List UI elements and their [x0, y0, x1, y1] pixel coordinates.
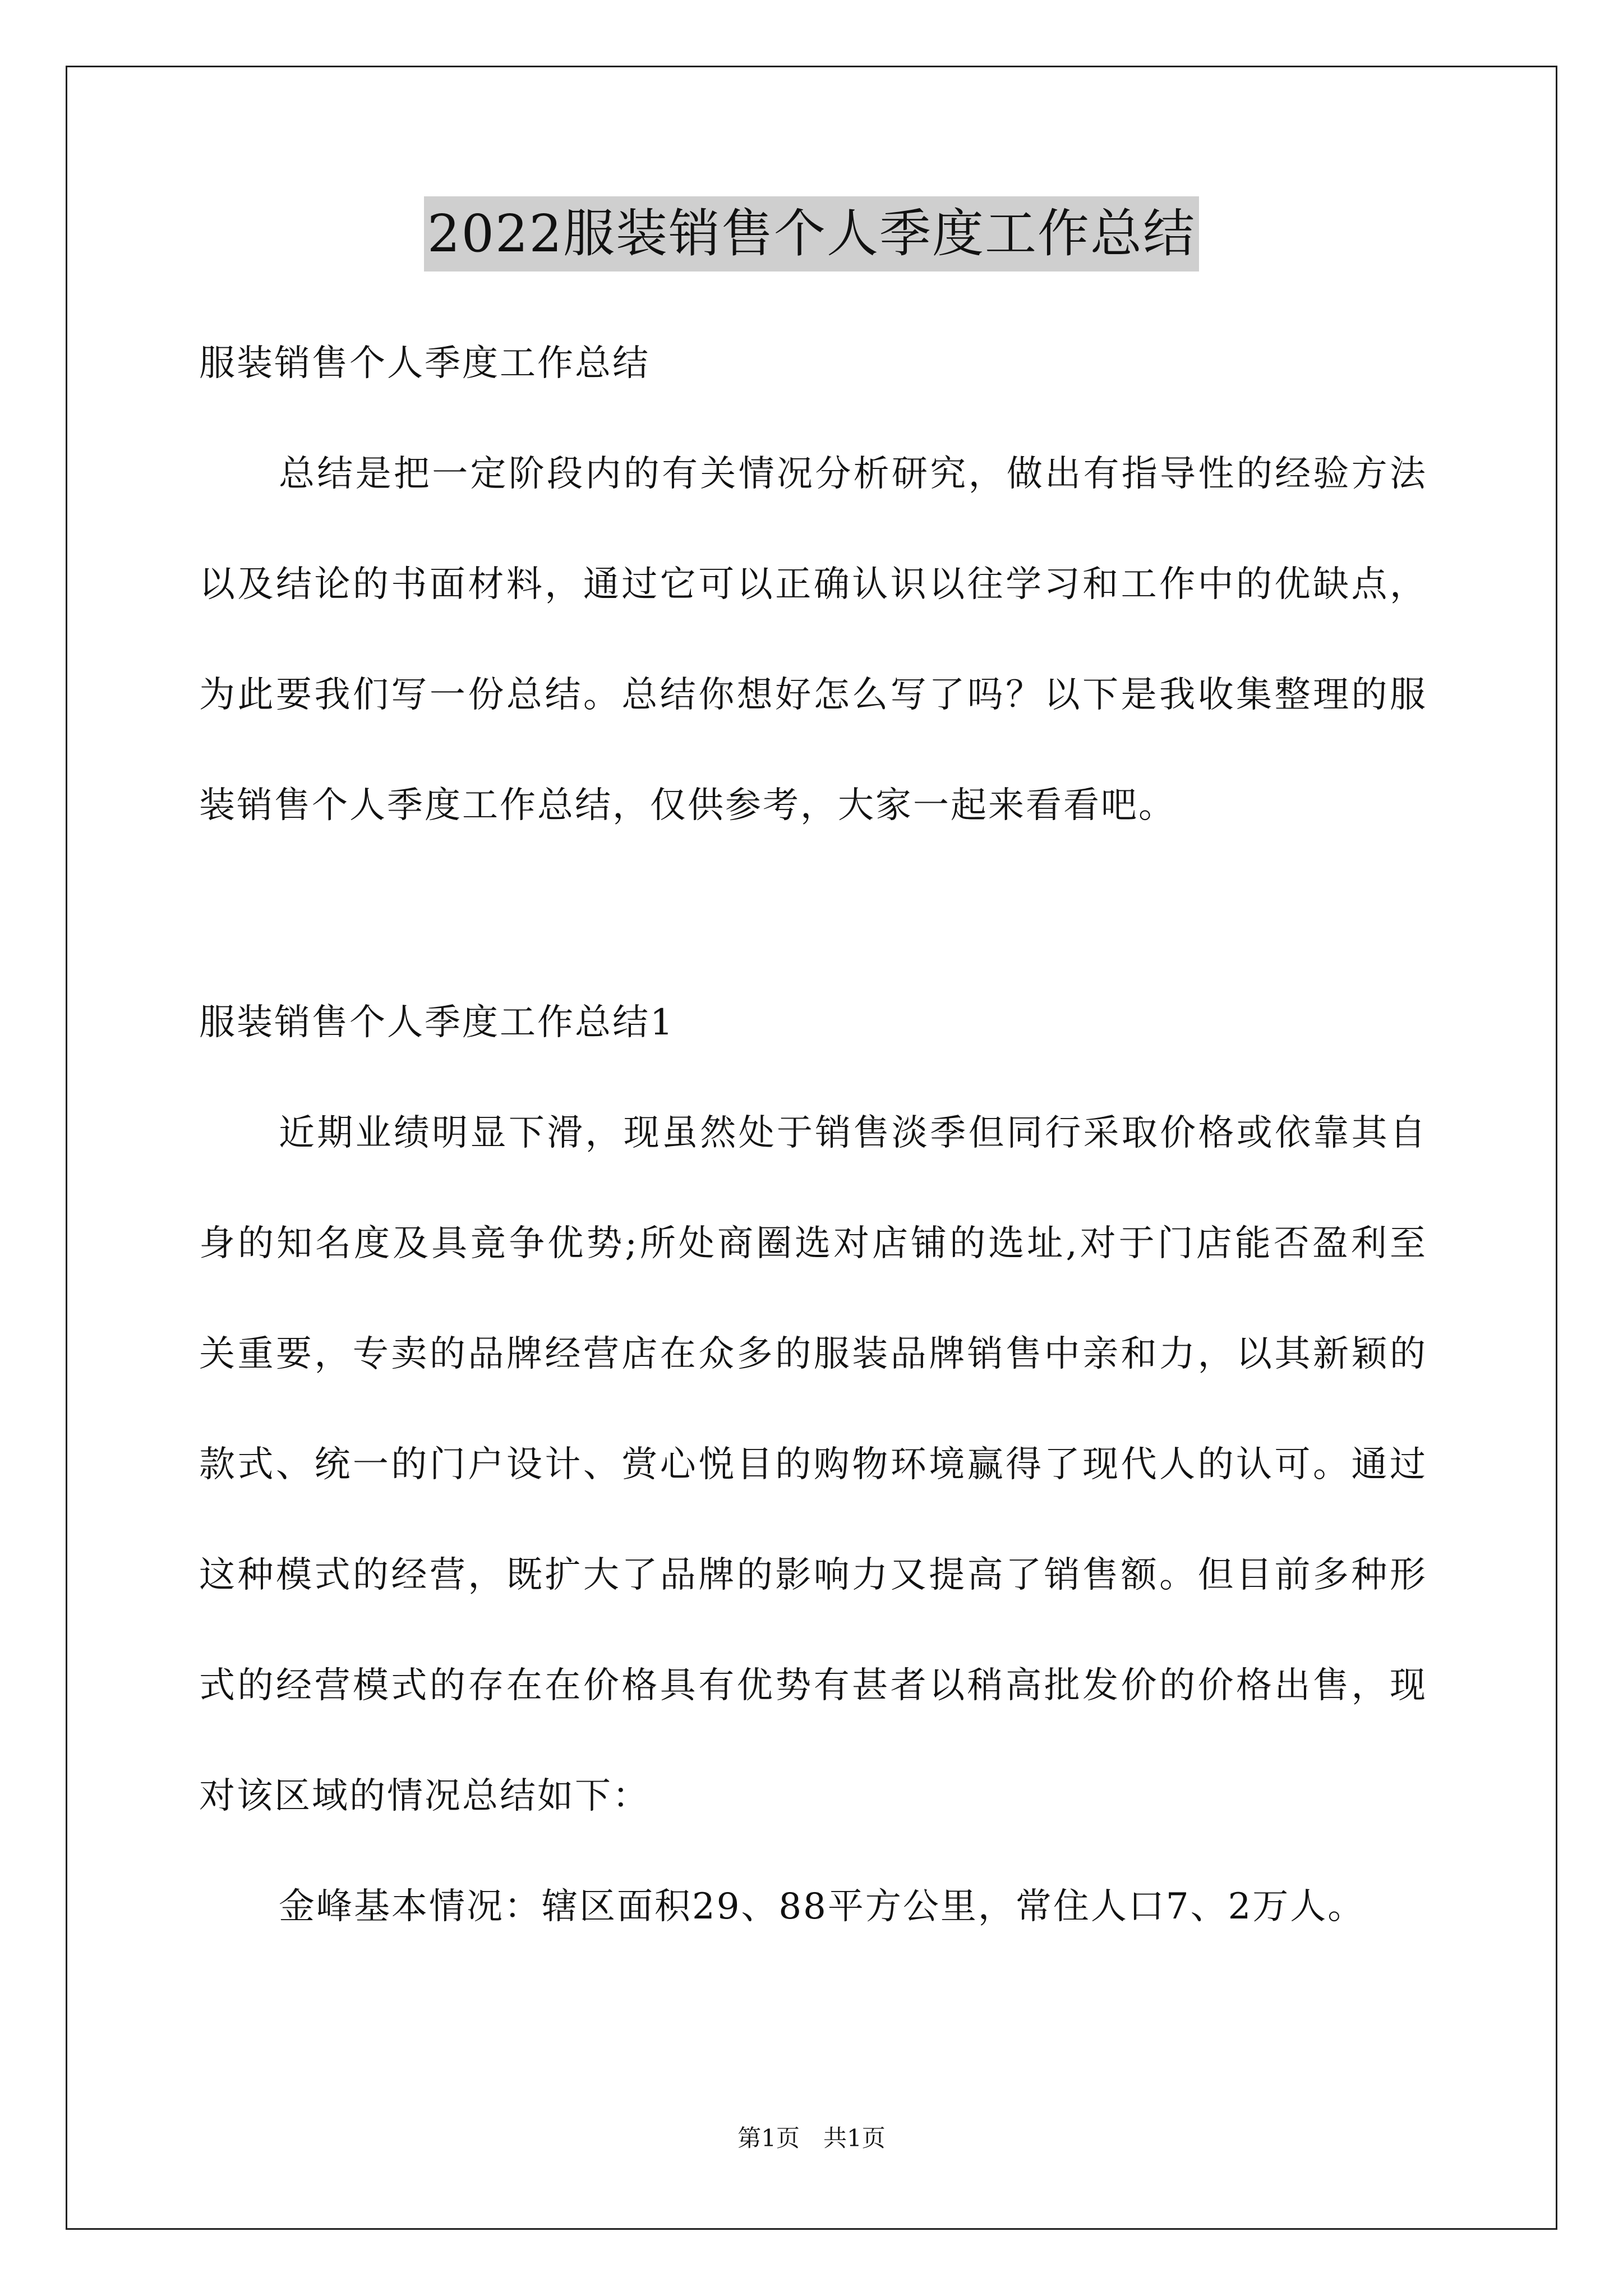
title-wrapper [0, 196, 1623, 272]
document-body [199, 309, 1427, 1962]
section-heading: 服装销售个人季度工作总结1 [199, 1002, 675, 1043]
body-paragraph: 金峰基本情况：辖区面积29、88平方公里，常住人口7、2万人。 [279, 1886, 1366, 1927]
page-footer: 第1页 共1页 [737, 2124, 886, 2152]
document-title: 2022服装销售个人季度工作总结 [424, 196, 1199, 272]
body-paragraph: 近期业绩明显下滑，现虽然处于销售淡季但同行采取价格或依靠其自身的知名度及具竟争优势;所处商圈选对店铺的选址,对于门店能否盈利至关重要，专卖的品牌经营店在众多的服装品牌销售中亲和力，以其新颖的款式、统一的门户设计、赏心悦目的购物环境赢得了现代人的认可。通过这种模式的经营，既扩大了品牌的影响力又提高了销售额。但目前多种形式的经营模式的存在在价格具有优势有甚者以稍高批发价的价格出售，现对该区域的情况总结如下： [199, 1112, 1427, 1817]
subtitle-paragraph: 服装销售个人季度工作总结 [199, 343, 650, 384]
intro-paragraph: 总结是把一定阶段内的有关情况分析研究，做出有指导性的经验方法以及结论的书面材料，通过它可以正确认识以往学习和工作中的优缺点，为此要我们写一份总结。总结你想好怎么写了吗？以下是我收集整理的服装销售个人季度工作总结，仅供参考，大家一起来看看吧。 [199, 453, 1427, 826]
